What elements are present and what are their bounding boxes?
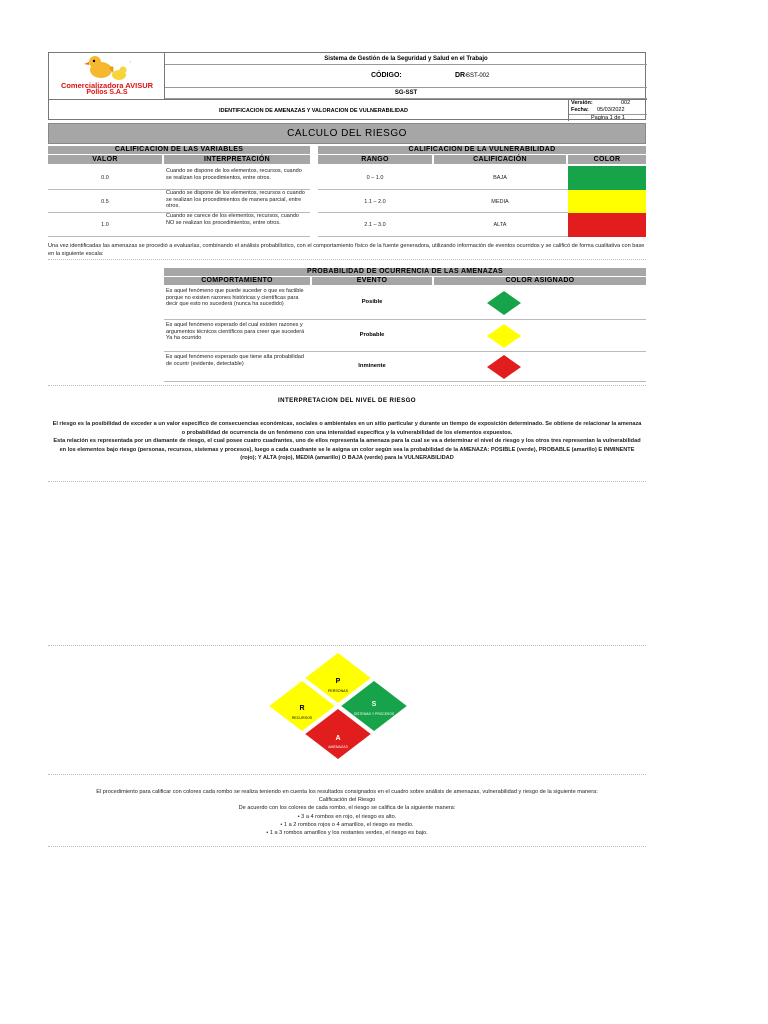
vulnerability-range: 1.1 – 2.0	[364, 199, 386, 205]
table-row	[318, 166, 646, 190]
vulnerability-range: 0 – 1.0	[366, 175, 384, 181]
variables-table-title: CALIFICACION DE LAS VARIABLES	[48, 146, 310, 154]
table-row	[164, 286, 646, 320]
diamond-top-label: PERSONAS	[328, 689, 348, 693]
risk-diamond	[264, 648, 416, 768]
probability-behavior: Es aquel fenómeno esperado que tiene alta probabilidad de ocurrir (evidente, detectable)	[166, 354, 304, 367]
doc-title-cell	[49, 99, 569, 121]
diamond-bottom-label: AMENAZAS	[328, 745, 348, 749]
code-value: SST-002	[466, 73, 490, 79]
interpretation-paragraph-2: Esta relación es representada por un diamante de riesgo, el cual posee cuatro cuadrantes, uno de ellos representa la amenaza para la cual se va a determinar el nivel de riesgo y los otros tres representan la vulnerabilidad en los elementos bajo riesgo (personas, recursos, sistemas y procesos), luego a cada cuadrante se le asigna un color según sea la probabilidad de la AMENAZA: POSIBLE (verde), PROBABLE (amarillo) E INMINENTE (rojo); Y ALTA (rojo), MEDIA (amarillo) O BAJA (verde) para la VULNERABILIDAD	[53, 438, 641, 461]
interpretation-title: INTERPRETACION DEL NIVEL DE RIESGO	[277, 397, 417, 404]
section-title: CALCULO DEL RIESGO	[287, 128, 407, 139]
vulnerability-rating: ALTA	[493, 222, 507, 228]
vulnerability-color-swatch	[568, 166, 646, 190]
divider	[48, 385, 646, 386]
procedure-line: • 3 a 4 rombos en rojo, el riesgo es alto.	[297, 813, 397, 820]
probability-color-diamond	[486, 354, 522, 380]
probability-col-color: COLOR ASIGNADO	[434, 277, 646, 285]
vulnerability-color-swatch	[568, 190, 646, 213]
probability-color-diamond	[486, 323, 522, 349]
probability-event: Probable	[359, 332, 385, 338]
procedure-line: • 1 a 2 rombos rojos o 4 amarillos, el riesgo es medio.	[280, 821, 414, 828]
page-label: Pagina 1 de 1	[569, 114, 647, 121]
section-title-bar	[48, 123, 646, 144]
procedure-block	[48, 788, 646, 837]
procedure-line: De acuerdo con los colores de cada rombo, el riesgo se califica de la siguiente manera:	[238, 805, 456, 812]
diamond-right-letter: S	[371, 701, 377, 708]
document-header	[48, 52, 646, 120]
date-label: Fecha:	[571, 107, 589, 113]
vulnerability-rating: BAJA	[493, 175, 507, 181]
probability-diamond-shape	[487, 355, 521, 379]
company-subtitle: Pollos S.A.S	[86, 89, 128, 96]
probability-diamond-shape	[487, 324, 521, 348]
version-label: Versión:	[571, 100, 593, 106]
diamond-left-letter: R	[299, 705, 305, 712]
procedure-line: • 1 a 3 rombos amarillos y los restantes verdes, el riesgo es bajo.	[266, 830, 428, 837]
vulnerability-col-range: RANGO	[318, 155, 432, 164]
table-row	[164, 320, 646, 352]
variable-interp: Cuando se carece de los elementos, recursos, cuando NO se realizan los procedimientos, entre otros.	[166, 213, 299, 226]
svg-text:♪: ♪	[129, 59, 132, 65]
system-title: Sistema de Gestión de la Seguridad y Salud en el Trabajo	[165, 53, 647, 65]
version-block	[569, 99, 647, 121]
table-row	[48, 166, 310, 190]
table-row	[48, 190, 310, 213]
probability-diamond-shape	[487, 291, 521, 315]
diamond-right-label: SISTEMAS Y PROCESOS	[353, 712, 395, 716]
vulnerability-table-title: CALIFICACION DE LA VULNERABILIDAD	[318, 146, 646, 154]
procedure-line: El procedimiento para calificar con colores cada rombo se realiza teniendo en cuenta los resultados consignados en el cuadro sobre análisis de amenazas, vulnerabilidad y riesgo de la siguiente manera:	[96, 789, 598, 795]
probability-behavior: Es aquel fenómeno esperado del cual existen razones y argumentos técnicos científicos para creer que sucederá Ya ha ocurrido	[166, 322, 305, 341]
probability-table-title: PROBABILIDAD DE OCURRENCIA DE LAS AMENAZAS	[164, 268, 646, 276]
company-name: Comercializadora AVISUR	[60, 81, 154, 90]
vulnerability-range: 2.1 – 3.0	[364, 222, 386, 228]
probability-color-diamond	[486, 290, 522, 316]
probability-event: Inminente	[358, 363, 386, 369]
variable-value: 0.5	[101, 199, 109, 205]
diamond-bottom-letter: A	[335, 735, 341, 742]
variable-interp: Cuando se dispone de los elementos, recursos, cuando se realizan los procedimientos, entre otros.	[166, 168, 302, 181]
vulnerability-color-swatch	[568, 213, 646, 237]
sg-sst-label: SG-SST	[165, 88, 647, 99]
date-value: 05/03/2022	[597, 107, 625, 113]
variable-interp: Cuando se dispone de los elementos, recursos o cuando se realizan los procedimientos de manera parcial, entre otros.	[166, 190, 305, 209]
variables-col-interp: INTERPRETACIÓN	[164, 155, 310, 164]
divider	[48, 645, 646, 646]
table-row	[318, 213, 646, 237]
probability-behavior: Es aquel fenómeno que puede suceder o que es factible porque no existen razones históricas y científicas para decir que esto no sucederá (nunca ha sucedido)	[166, 288, 304, 307]
version-value: 002	[621, 100, 631, 106]
variables-col-value: VALOR	[48, 155, 162, 164]
interpretation-paragraph-1: El riesgo es la posibilidad de exceder a un valor especifico de consecuencias económicas, sociales o ambientales en un sitio particular y durante un tiempo de exposición determinado. Se obtiene de relacionar la amenaza o probabilidad de ocurrencia de un fenómeno con una intensidad específica y la vulnerabilidad de los elementos expuestos.	[52, 421, 642, 436]
vulnerability-col-rating: CALIFICACIÓN	[434, 155, 566, 164]
table-row	[164, 352, 646, 382]
divider	[48, 259, 646, 260]
intro-paragraph: Una vez identificadas las amenazas se procedió a evaluarlas, combinando el análisis probabilístico, con el comportamiento físico de la fuente generadora, utilizando información de eventos ocurridos y se calificó de forma cualitativa con base en la siguiente escala:	[48, 243, 645, 257]
company-logo	[49, 53, 165, 99]
code-prefix: DR-	[455, 72, 468, 79]
table-row	[48, 213, 310, 237]
divider	[48, 481, 646, 482]
probability-event: Posible	[361, 299, 383, 305]
diamond-left-label: RECURSOS	[291, 716, 313, 720]
divider	[48, 774, 646, 775]
vulnerability-rating: MEDIA	[491, 199, 509, 205]
code-row	[165, 65, 647, 88]
probability-col-event: EVENTO	[312, 277, 432, 285]
diamond-top-letter: P	[335, 678, 341, 685]
divider	[48, 846, 646, 847]
probability-col-behavior: COMPORTAMIENTO	[164, 277, 310, 285]
procedure-line: Calificación del Riesgo	[318, 797, 376, 804]
vulnerability-col-color: COLOR	[568, 155, 646, 164]
variable-value: 1.0	[101, 222, 109, 228]
variable-value: 0.0	[101, 175, 109, 181]
table-row	[318, 190, 646, 213]
doc-title: IDENTIFICACION DE AMENAZAS Y VALORACION DE VULNERABILIDAD	[219, 108, 408, 114]
chick-logo-icon	[49, 53, 165, 83]
code-label: CÓDIGO:	[371, 72, 402, 79]
